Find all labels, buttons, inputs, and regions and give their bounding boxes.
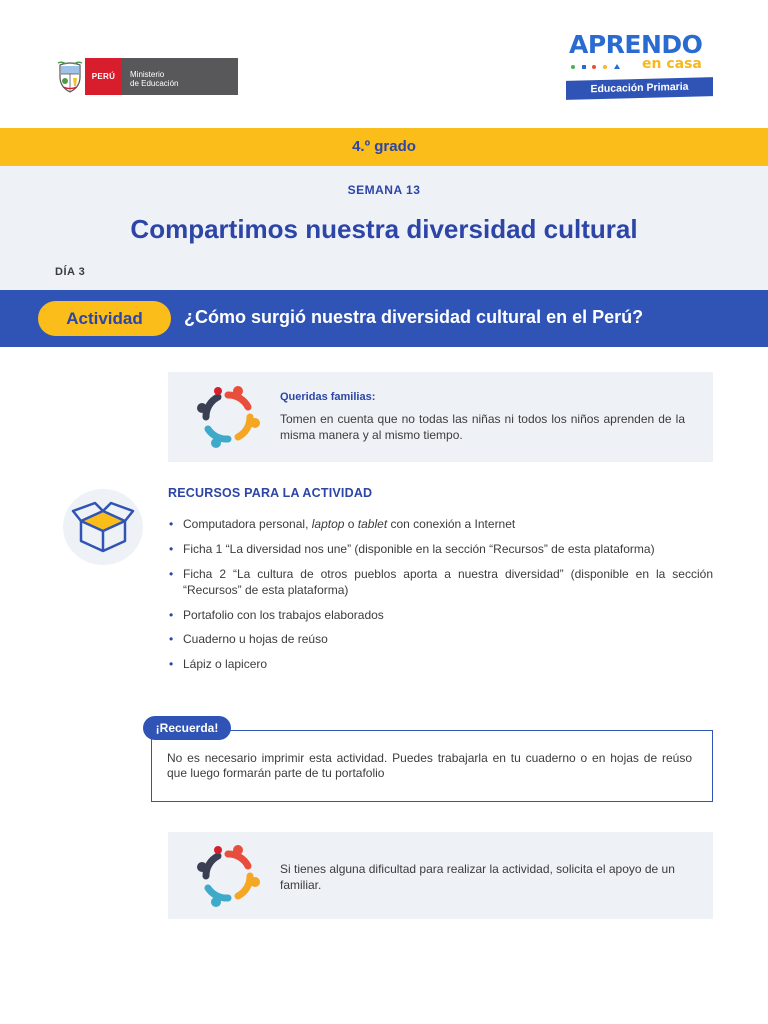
families-heading: Queridas familias: (280, 391, 376, 403)
logo-level-band: Educación Primaria (566, 77, 713, 100)
list-item: • Computadora personal, laptop o tablet con conexión a Internet (168, 516, 713, 532)
resources-list (168, 516, 713, 680)
resources-heading: RECURSOS PARA LA ACTIVIDAD (168, 486, 373, 500)
list-item: • Cuaderno u hojas de reúso (168, 631, 713, 647)
grade-band: 4.º grado (0, 128, 768, 166)
help-text: Si tienes alguna dificultad para realizar la actividad, solicita el apoyo de un familiar. (280, 862, 675, 892)
page-header (0, 0, 768, 128)
page-title: Compartimos nuestra diversidad cultural (130, 214, 638, 244)
activity-question: ¿Cómo surgió nuestra diversidad cultural en el Perú? (184, 307, 644, 327)
list-item: • Ficha 1 “La diversidad nos une” (disponible en la sección “Recursos” de esta plataforma) (168, 541, 713, 557)
list-item: • Portafolio con los trabajos elaborados (168, 607, 713, 623)
activity-badge: Actividad (38, 301, 171, 336)
coat-of-arms-icon (55, 58, 85, 95)
list-item: • Ficha 2 “La cultura de otros pueblos aporta a nuestra diversidad” (disponible en la sección “Recursos” de esta plataforma) (168, 566, 713, 598)
logo-decoration (570, 63, 630, 73)
people-circle-icon (194, 383, 262, 451)
logo-title: APRENDO (569, 30, 703, 59)
ministry-logo (55, 58, 238, 95)
families-note (168, 372, 713, 462)
ministry-line2: de Educación (130, 79, 179, 88)
logo-subtitle: en casa (642, 56, 702, 72)
list-item: • Lápiz o lapicero (168, 656, 713, 672)
help-note (168, 832, 713, 919)
reminder-text: No es necesario imprimir esta actividad. Puedes trabajarla en tu cuaderno o en hojas de reúso que luego formarán parte de tu portafolio (167, 751, 692, 780)
reminder-label: ¡Recuerda! (143, 716, 231, 740)
aprendo-en-casa-logo (566, 30, 716, 102)
day-label: DÍA 3 (55, 266, 86, 278)
title-area (0, 166, 768, 290)
activity-band (0, 290, 768, 347)
families-text: Tomen en cuenta que no todas las niñas ni todos los niños aprenden de la misma manera y al mismo tiempo. (280, 412, 685, 442)
box-icon (63, 489, 143, 565)
people-circle-icon (194, 842, 262, 910)
ministry-name (122, 58, 238, 95)
week-label: SEMANA 13 (347, 183, 421, 197)
peru-label: PERÚ (85, 58, 122, 95)
ministry-line1: Ministerio (130, 70, 165, 79)
